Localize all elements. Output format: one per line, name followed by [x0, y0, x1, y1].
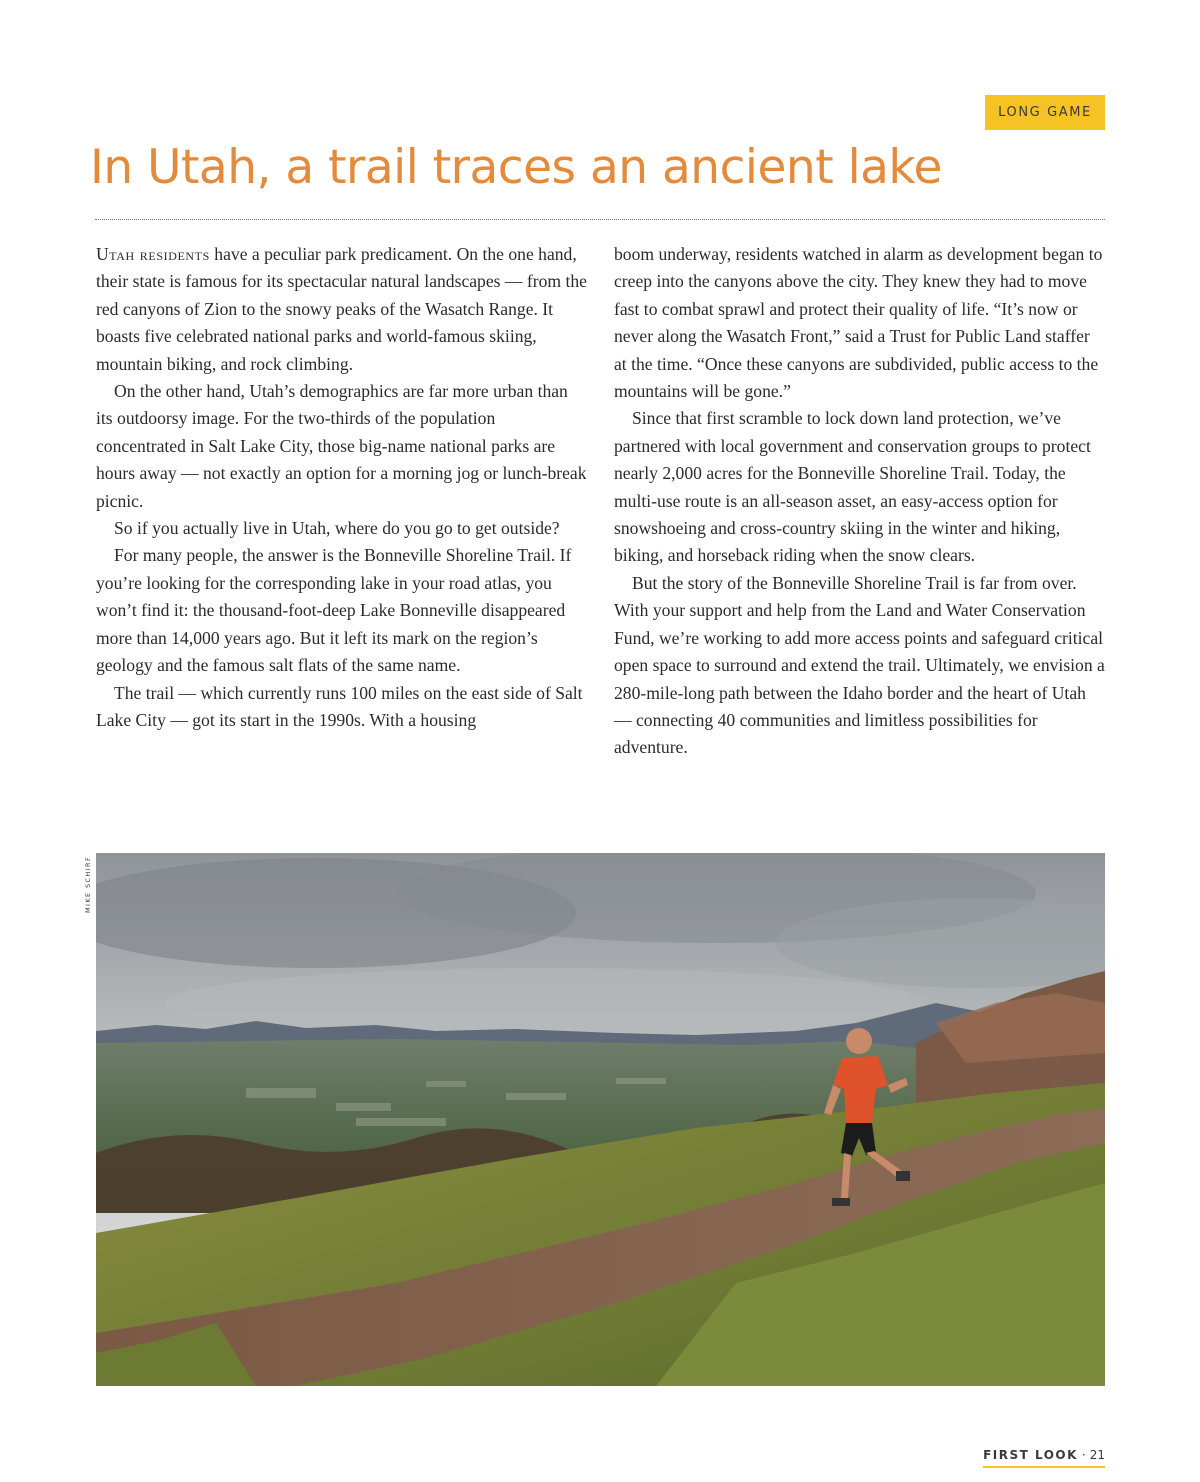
article-column-right: [614, 241, 1106, 762]
article-paragraph-3: So if you actually live in Utah, where do you go to get outside?: [114, 518, 560, 539]
article-column-left: [96, 241, 588, 734]
paragraph-1-text: have a peculiar park predicament. On the one hand, their state is famous for its spectacular natural landscapes — from the red canyons of Zion to the snowy peaks of the Wasatch Range. It boasts five celebrated national parks and world-famous skiing, mountain biking, and rock climbing.: [96, 244, 587, 374]
article-paragraph-7: But the story of the Bonneville Shoreline Trail is far from over. With your support and help from the Land and Water Conservation Fund, we’re working to add more access points and safeguard critical open space to surround and extend the trail. Ultimately, we envision a 280-mile-long path between the Idaho border and the heart of Utah — connecting 40 communities and limitless possibilities for adventure.: [614, 572, 1105, 758]
landscape-illustration: [96, 853, 1105, 1386]
section-tag: LONG GAME: [985, 95, 1105, 130]
trail-runner-photo: [96, 853, 1105, 1386]
page-number: 21: [1089, 1448, 1105, 1462]
photo-credit: MIKE SCHIRF: [84, 855, 92, 913]
article-paragraph-1: [96, 241, 588, 378]
article-paragraph-6: Since that first scramble to lock down land protection, we’ve partnered with local government and conservation groups to protect nearly 2,000 acres for the Bonneville Shoreline Trail. Today, the multi-use route is an all-season asset, an easy-access option for snowshoeing and cross-country skiing in the winter and hiking, biking, and horseback riding when the snow clears.: [614, 408, 1091, 566]
article-paragraph-2: On the other hand, Utah’s demographics are far more urban than its outdoorsy image. For the two-thirds of the population concentrated in Salt Lake City, those big-name national parks are hours away — not exactly an option for a morning jog or lunch-break picnic.: [96, 381, 587, 511]
page-footer: [983, 1448, 1105, 1468]
footer-section-name: FIRST LOOK: [983, 1448, 1078, 1462]
lead-in: Utah residents: [96, 244, 210, 264]
article-paragraph-5-continued: boom underway, residents watched in alarm as development began to creep into the canyons above the city. They knew they had to move fast to combat sprawl and protect their quality of life. “It’s now or never along the Wasatch Front,” said a Trust for Public Land staffer at the time. “Once these canyons are subdivided, public access to the mountains will be gone.”: [614, 244, 1103, 402]
article-headline: In Utah, a trail traces an ancient lake: [90, 140, 942, 195]
dotted-divider: [95, 219, 1105, 220]
article-paragraph-5: The trail — which currently runs 100 miles on the east side of Salt Lake City — got its start in the 1990s. With a housing: [96, 682, 583, 730]
footer-separator: ·: [1081, 1448, 1086, 1462]
article-paragraph-4: For many people, the answer is the Bonneville Shoreline Trail. If you’re looking for the corresponding lake in your road atlas, you won’t find it: the thousand-foot-deep Lake Bonneville disappeared more than 14,000 years ago. But it left its mark on the region’s geology and the famous salt flats of the same name.: [96, 545, 572, 676]
